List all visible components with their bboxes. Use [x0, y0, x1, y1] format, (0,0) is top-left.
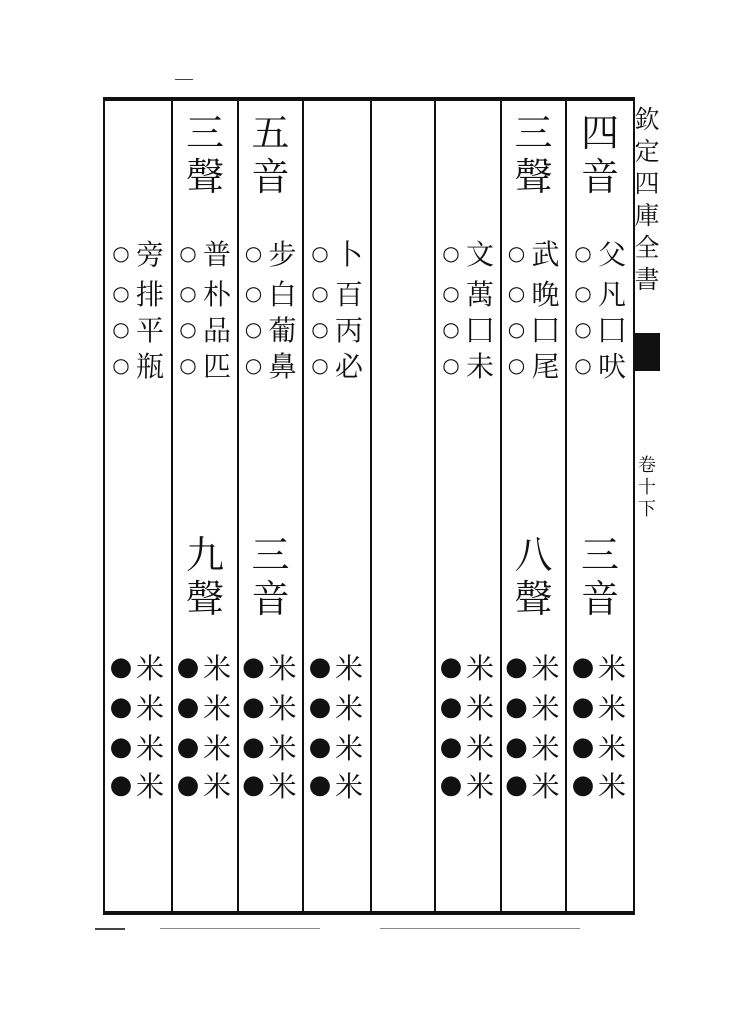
rhyme-character: 武 [531, 238, 560, 271]
table-row [105, 727, 171, 767]
filled-circle-icon: ● [109, 732, 133, 762]
table-row [304, 345, 370, 385]
filled-circle-icon: ● [242, 732, 265, 762]
rhyme-character: 米 [202, 652, 231, 685]
table-row [304, 727, 370, 767]
volume-char: 下 [638, 499, 656, 520]
scan-mark [160, 928, 320, 929]
rhyme-character: 文 [465, 238, 494, 271]
filled-circle-icon: ● [109, 770, 133, 800]
filled-circle-icon: ● [176, 652, 200, 682]
book-title-char: 欽 [634, 105, 660, 134]
open-circle-icon: ○ [311, 317, 329, 341]
table-row [567, 687, 633, 727]
table-column [436, 101, 500, 915]
rhyme-character: 晚 [531, 278, 560, 311]
filled-circle-icon: ● [439, 770, 463, 800]
filled-circle-icon: ● [109, 652, 133, 682]
rhyme-character: 父 [597, 238, 626, 271]
open-circle-icon: ○ [112, 281, 130, 305]
table-row [173, 273, 237, 313]
table-row [436, 687, 500, 727]
table-row [567, 273, 633, 313]
table-row [567, 647, 633, 687]
rhyme-character: 米 [531, 652, 560, 685]
column-bottom-header: 三 音 [580, 533, 619, 621]
filled-circle-icon: ● [571, 732, 595, 762]
table-row [502, 345, 565, 385]
open-circle-icon: ○ [244, 317, 263, 341]
rhyme-character: 米 [202, 692, 231, 725]
rhyme-character: 米 [531, 732, 560, 765]
rhyme-character: 米 [135, 652, 164, 685]
filled-circle-icon: ● [308, 770, 332, 800]
table-row [304, 647, 370, 687]
scan-mark [175, 79, 193, 80]
rhyme-character: 米 [202, 770, 231, 803]
table-column [239, 101, 302, 915]
rhyme-character: 朴 [202, 278, 231, 311]
table-row [173, 647, 237, 687]
table-row [173, 687, 237, 727]
table-row [567, 309, 633, 349]
table-row [173, 345, 237, 385]
rhyme-character: 米 [334, 770, 363, 803]
filled-circle-icon: ● [242, 652, 265, 682]
table-row [436, 647, 500, 687]
rhyme-character: 米 [268, 652, 297, 685]
column-top-header: 五 音 [251, 111, 290, 199]
filled-circle-icon: ● [308, 692, 332, 722]
table-row [239, 727, 302, 767]
rhyme-character: 卜 [334, 238, 363, 271]
table-column [304, 101, 370, 915]
open-circle-icon: ○ [179, 241, 197, 265]
table-row [502, 727, 565, 767]
rhyme-character: 匹 [202, 350, 231, 383]
open-circle-icon: ○ [574, 281, 592, 305]
table-row [105, 273, 171, 313]
filled-circle-icon: ● [308, 652, 332, 682]
table-row [567, 727, 633, 767]
book-title-char: 定 [634, 137, 660, 166]
open-circle-icon: ○ [311, 353, 329, 377]
table-row [502, 687, 565, 727]
rhyme-character: 米 [268, 692, 297, 725]
table-row [436, 233, 500, 273]
open-circle-icon: ○ [507, 241, 526, 265]
rhyme-character: 米 [268, 732, 297, 765]
open-circle-icon: ○ [442, 353, 460, 377]
scan-mark [95, 928, 125, 930]
table-row [105, 687, 171, 727]
table-row [173, 765, 237, 805]
rhyme-character: 米 [268, 770, 297, 803]
table-row [239, 647, 302, 687]
rhyme-character: 鼻 [268, 350, 297, 383]
rhyme-character: 囗 [597, 314, 626, 347]
table-row [436, 765, 500, 805]
table-row [436, 309, 500, 349]
rhyme-character: 米 [465, 770, 494, 803]
open-circle-icon: ○ [507, 353, 526, 377]
filled-circle-icon: ● [571, 652, 595, 682]
table-row [304, 273, 370, 313]
open-circle-icon: ○ [442, 241, 460, 265]
filled-circle-icon: ● [242, 692, 265, 722]
open-circle-icon: ○ [179, 353, 197, 377]
open-circle-icon: ○ [244, 281, 263, 305]
rhyme-character: 米 [465, 652, 494, 685]
table-row [105, 233, 171, 273]
table-row [173, 233, 237, 273]
table-row [173, 309, 237, 349]
rhyme-character: 米 [597, 770, 626, 803]
open-circle-icon: ○ [244, 353, 263, 377]
book-title-char: 書 [634, 265, 660, 294]
table-row [436, 273, 500, 313]
table-row [502, 309, 565, 349]
rhyme-character: 尾 [531, 350, 560, 383]
rhyme-character: 米 [135, 692, 164, 725]
column-bottom-header: 八 聲 [514, 533, 553, 621]
rhyme-character: 凡 [597, 278, 626, 311]
filled-circle-icon: ● [439, 732, 463, 762]
fish-tail-mark [634, 333, 660, 371]
rhyme-character: 米 [531, 692, 560, 725]
open-circle-icon: ○ [574, 241, 592, 265]
rhyme-character: 米 [202, 732, 231, 765]
rhyme-character: 平 [135, 314, 164, 347]
scan-mark [380, 928, 580, 929]
table-row [173, 727, 237, 767]
rhyme-character: 排 [135, 278, 164, 311]
table-column [372, 101, 434, 915]
rhyme-character: 米 [465, 732, 494, 765]
filled-circle-icon: ● [176, 770, 200, 800]
filled-circle-icon: ● [505, 732, 528, 762]
table-row [304, 687, 370, 727]
filled-circle-icon: ● [439, 652, 463, 682]
filled-circle-icon: ● [439, 692, 463, 722]
rhyme-character: 米 [334, 652, 363, 685]
column-top-header: 三 聲 [185, 111, 224, 199]
table-row [502, 233, 565, 273]
table-row [436, 345, 500, 385]
volume-char: 十 [638, 477, 656, 498]
open-circle-icon: ○ [179, 281, 197, 305]
filled-circle-icon: ● [505, 692, 528, 722]
rhyme-character: 百 [334, 278, 363, 311]
open-circle-icon: ○ [442, 281, 460, 305]
open-circle-icon: ○ [574, 353, 592, 377]
open-circle-icon: ○ [244, 241, 263, 265]
rhyme-character: 米 [334, 692, 363, 725]
book-title-char: 全 [634, 233, 660, 262]
table-column [173, 101, 237, 915]
rhyme-character: 米 [597, 652, 626, 685]
table-row [304, 765, 370, 805]
table-column [105, 101, 171, 915]
filled-circle-icon: ● [176, 692, 200, 722]
filled-circle-icon: ● [571, 770, 595, 800]
table-row [239, 345, 302, 385]
filled-circle-icon: ● [505, 770, 528, 800]
table-row [502, 273, 565, 313]
rhyme-character: 米 [531, 770, 560, 803]
filled-circle-icon: ● [308, 732, 332, 762]
rhyme-character: 米 [597, 732, 626, 765]
open-circle-icon: ○ [179, 317, 197, 341]
rhyme-character: 囗 [465, 314, 494, 347]
table-column [502, 101, 565, 915]
table-row [502, 765, 565, 805]
rhyme-character: 米 [135, 770, 164, 803]
table-row [567, 765, 633, 805]
filled-circle-icon: ● [109, 692, 133, 722]
rhyme-character: 未 [465, 350, 494, 383]
column-bottom-header: 三 音 [251, 533, 290, 621]
open-circle-icon: ○ [507, 281, 526, 305]
open-circle-icon: ○ [112, 241, 130, 265]
volume-char: 卷 [638, 455, 656, 476]
rhyme-character: 步 [268, 238, 297, 271]
rhyme-character: 萬 [465, 278, 494, 311]
book-title-char: 庫 [634, 201, 660, 230]
open-circle-icon: ○ [112, 353, 130, 377]
open-circle-icon: ○ [311, 241, 329, 265]
table-row [436, 727, 500, 767]
open-circle-icon: ○ [574, 317, 592, 341]
table-column [567, 101, 633, 915]
rhyme-character: 米 [465, 692, 494, 725]
filled-circle-icon: ● [505, 652, 528, 682]
table-row [105, 309, 171, 349]
filled-circle-icon: ● [176, 732, 200, 762]
rhyme-character: 旁 [135, 238, 164, 271]
volume-label [634, 455, 660, 521]
table-row [502, 647, 565, 687]
rhyme-character: 葡 [268, 314, 297, 347]
table-row [105, 647, 171, 687]
table-row [239, 309, 302, 349]
column-bottom-header: 九 聲 [185, 533, 224, 621]
column-top-header: 四 音 [580, 111, 619, 199]
table-row [239, 687, 302, 727]
rhyme-character: 丙 [334, 314, 363, 347]
table-row [567, 345, 633, 385]
rhyme-character: 米 [597, 692, 626, 725]
book-title-char: 四 [634, 169, 660, 198]
rhyme-character: 吠 [597, 350, 626, 383]
open-circle-icon: ○ [442, 317, 460, 341]
rhyme-character: 白 [268, 278, 297, 311]
rhyme-character: 普 [202, 238, 231, 271]
table-row [239, 765, 302, 805]
rhyme-character: 必 [334, 350, 363, 383]
table-row [304, 309, 370, 349]
table-row [567, 233, 633, 273]
rhyme-character: 囗 [531, 314, 560, 347]
open-circle-icon: ○ [112, 317, 130, 341]
rhyme-character: 米 [334, 732, 363, 765]
book-title [634, 104, 660, 296]
table-row [239, 233, 302, 273]
table-row [304, 233, 370, 273]
open-circle-icon: ○ [507, 317, 526, 341]
column-top-header: 三 聲 [514, 111, 553, 199]
rhyme-character: 品 [202, 314, 231, 347]
table-row [105, 345, 171, 385]
rhyme-character: 瓶 [135, 350, 164, 383]
filled-circle-icon: ● [571, 692, 595, 722]
rhyme-character: 米 [135, 732, 164, 765]
filled-circle-icon: ● [242, 770, 265, 800]
table-row [239, 273, 302, 313]
table-row [105, 765, 171, 805]
open-circle-icon: ○ [311, 281, 329, 305]
